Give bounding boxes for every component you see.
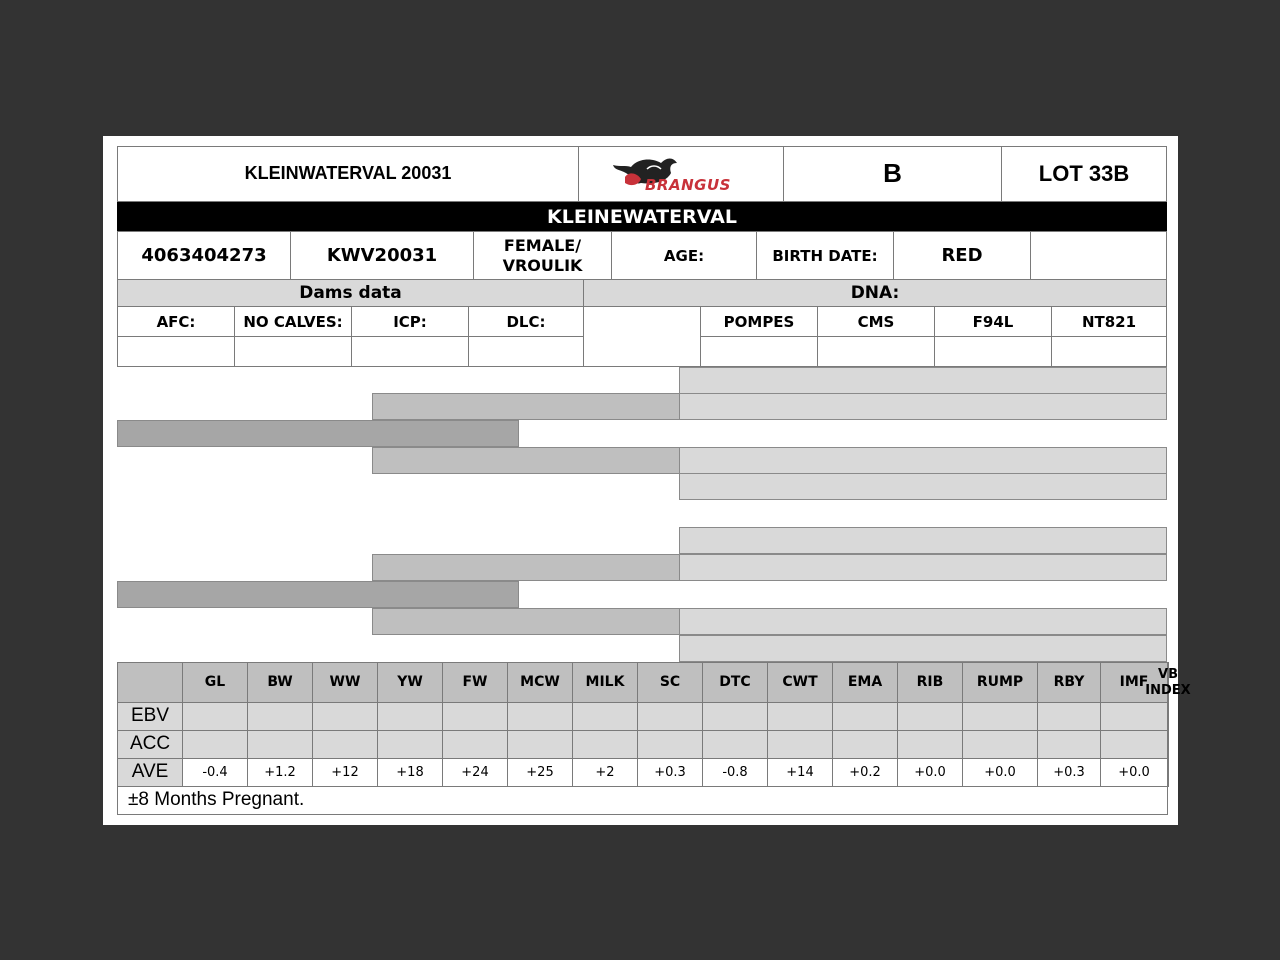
vb-index-header — [1145, 662, 1191, 703]
pedigree-sire — [117, 420, 519, 447]
ebv-cell-acc-bw — [247, 730, 313, 759]
ebv-cell-ebv-rby — [1037, 702, 1101, 731]
vb-index-value — [1167, 702, 1169, 787]
ebv-cell-ebv-cwt — [767, 702, 833, 731]
dams-col-no-calves: NO CALVES: — [234, 306, 352, 337]
ebv-col-sc: SC — [637, 662, 703, 703]
ebv-cell-ebv-ema — [832, 702, 898, 731]
dams-value-icp — [351, 336, 469, 367]
ebv-col-ema: EMA — [832, 662, 898, 703]
pedigree-grandparent-3 — [372, 554, 680, 581]
dams-value-no-calves — [234, 336, 352, 367]
ebv-cell-acc-imf — [1100, 730, 1168, 759]
lot-number: LOT 33B — [1001, 146, 1167, 202]
ebv-row-label-ebv: EBV — [117, 702, 183, 731]
pregnancy-note: ±8 Months Pregnant. — [117, 786, 1168, 815]
sex-line-2: VROULIK — [502, 255, 583, 275]
animal-code: KWV20031 — [290, 231, 474, 280]
ebv-cell-acc-yw — [377, 730, 443, 759]
dna-value-cms — [817, 336, 935, 367]
ebv-table — [117, 662, 1191, 812]
vb-index-label-1: VB — [1158, 666, 1178, 682]
ebv-cell-ave-milk: +2 — [572, 758, 638, 787]
ebv-cell-ave-sc: +0.3 — [637, 758, 703, 787]
ebv-cell-ebv-gl — [182, 702, 248, 731]
ebv-col-imf: IMF — [1100, 662, 1168, 703]
pedigree-great-grandparent-5 — [679, 527, 1167, 554]
ebv-cell-acc-rby — [1037, 730, 1101, 759]
pedigree-great-grandparent-1 — [679, 367, 1167, 394]
dna-blank — [583, 306, 701, 367]
ebv-col-yw: YW — [377, 662, 443, 703]
ebv-cell-ebv-dtc — [702, 702, 768, 731]
ebv-col-milk: MILK — [572, 662, 638, 703]
pedigree-great-grandparent-7 — [679, 608, 1167, 635]
dna-title: DNA: — [583, 279, 1167, 307]
ebv-cell-ave-dtc: -0.8 — [702, 758, 768, 787]
ebv-cell-ave-ema: +0.2 — [832, 758, 898, 787]
dna-col-f94l: F94L — [934, 306, 1052, 337]
ebv-cell-ave-bw: +1.2 — [247, 758, 313, 787]
ebv-col-bw: BW — [247, 662, 313, 703]
dna-value-pompes — [700, 336, 818, 367]
ebv-cell-acc-ww — [312, 730, 378, 759]
dams-col-afc: AFC: — [117, 306, 235, 337]
grade: B — [783, 146, 1002, 202]
ebv-cell-acc-milk — [572, 730, 638, 759]
color: RED — [893, 231, 1031, 280]
brangus-logo — [578, 146, 784, 202]
farm-code: KLEINWATERVAL 20031 — [117, 146, 579, 202]
pedigree-great-grandparent-2 — [679, 393, 1167, 420]
ebv-col-ww: WW — [312, 662, 378, 703]
ebv-cell-ebv-rib — [897, 702, 963, 731]
ebv-cell-ebv-bw — [247, 702, 313, 731]
ebv-cell-ave-imf: +0.0 — [1100, 758, 1168, 787]
banner-title: KLEINEWATERVAL — [117, 202, 1167, 232]
ebv-cell-acc-fw — [442, 730, 508, 759]
ebv-cell-ave-rby: +0.3 — [1037, 758, 1101, 787]
ebv-cell-ebv-yw — [377, 702, 443, 731]
ebv-cell-acc-cwt — [767, 730, 833, 759]
ebv-cell-ave-gl: -0.4 — [182, 758, 248, 787]
ebv-col-fw: FW — [442, 662, 508, 703]
ebv-row-label-ave: AVE — [117, 758, 183, 787]
ebv-cell-acc-rump — [962, 730, 1038, 759]
ebv-col-rump: RUMP — [962, 662, 1038, 703]
ebv-cell-ebv-mcw — [507, 702, 573, 731]
dna-col-nt821: NT821 — [1051, 306, 1167, 337]
pedigree-great-grandparent-6 — [679, 554, 1167, 581]
dams-title: Dams data — [117, 279, 584, 307]
ebv-cell-ebv-ww — [312, 702, 378, 731]
id-number: 4063404273 — [117, 231, 291, 280]
ebv-cell-ave-mcw: +25 — [507, 758, 573, 787]
ebv-cell-acc-mcw — [507, 730, 573, 759]
pedigree-great-grandparent-3 — [679, 447, 1167, 474]
pedigree-grandparent-4 — [372, 608, 680, 635]
ebv-cell-ebv-rump — [962, 702, 1038, 731]
ebv-cell-acc-gl — [182, 730, 248, 759]
pedigree-grandparent-2 — [372, 447, 680, 474]
pedigree-great-grandparent-8 — [679, 635, 1167, 662]
ebv-cell-ave-cwt: +14 — [767, 758, 833, 787]
dams-col-icp: ICP: — [351, 306, 469, 337]
ebv-col-rby: RBY — [1037, 662, 1101, 703]
age-label: AGE: — [611, 231, 757, 280]
ebv-col-cwt: CWT — [767, 662, 833, 703]
sex-line-1: FEMALE/ — [503, 236, 582, 256]
ebv-cell-acc-ema — [832, 730, 898, 759]
info-extra — [1030, 231, 1167, 280]
ebv-cell-ave-ww: +12 — [312, 758, 378, 787]
ebv-cell-ebv-fw — [442, 702, 508, 731]
ebv-col-gl: GL — [182, 662, 248, 703]
logo-text: BRANGUS — [645, 176, 731, 194]
lot-card — [103, 136, 1191, 825]
ebv-cell-ebv-imf — [1100, 702, 1168, 731]
ebv-cell-acc-rib — [897, 730, 963, 759]
birth-date-label: BIRTH DATE: — [756, 231, 894, 280]
ebv-cell-ave-yw: +18 — [377, 758, 443, 787]
dams-col-dlc: DLC: — [468, 306, 584, 337]
ebv-header-corner — [117, 662, 183, 703]
ebv-col-mcw: MCW — [507, 662, 573, 703]
ebv-cell-ebv-milk — [572, 702, 638, 731]
dna-value-nt821 — [1051, 336, 1167, 367]
ebv-cell-ave-fw: +24 — [442, 758, 508, 787]
pedigree-dam — [117, 581, 519, 608]
dna-col-cms: CMS — [817, 306, 935, 337]
dams-value-dlc — [468, 336, 584, 367]
dna-col-pompes: POMPES — [700, 306, 818, 337]
ebv-col-dtc: DTC — [702, 662, 768, 703]
pedigree-grandparent-1 — [372, 393, 680, 420]
ebv-cell-acc-dtc — [702, 730, 768, 759]
dams-value-afc — [117, 336, 235, 367]
ebv-cell-ave-rib: +0.0 — [897, 758, 963, 787]
ebv-cell-ave-rump: +0.0 — [962, 758, 1038, 787]
vb-index-label-2: INDEX — [1145, 682, 1191, 698]
ebv-cell-ebv-sc — [637, 702, 703, 731]
ebv-row-label-acc: ACC — [117, 730, 183, 759]
dna-value-f94l — [934, 336, 1052, 367]
pedigree-great-grandparent-4 — [679, 473, 1167, 500]
ebv-cell-acc-sc — [637, 730, 703, 759]
ebv-col-rib: RIB — [897, 662, 963, 703]
sex — [473, 231, 612, 280]
